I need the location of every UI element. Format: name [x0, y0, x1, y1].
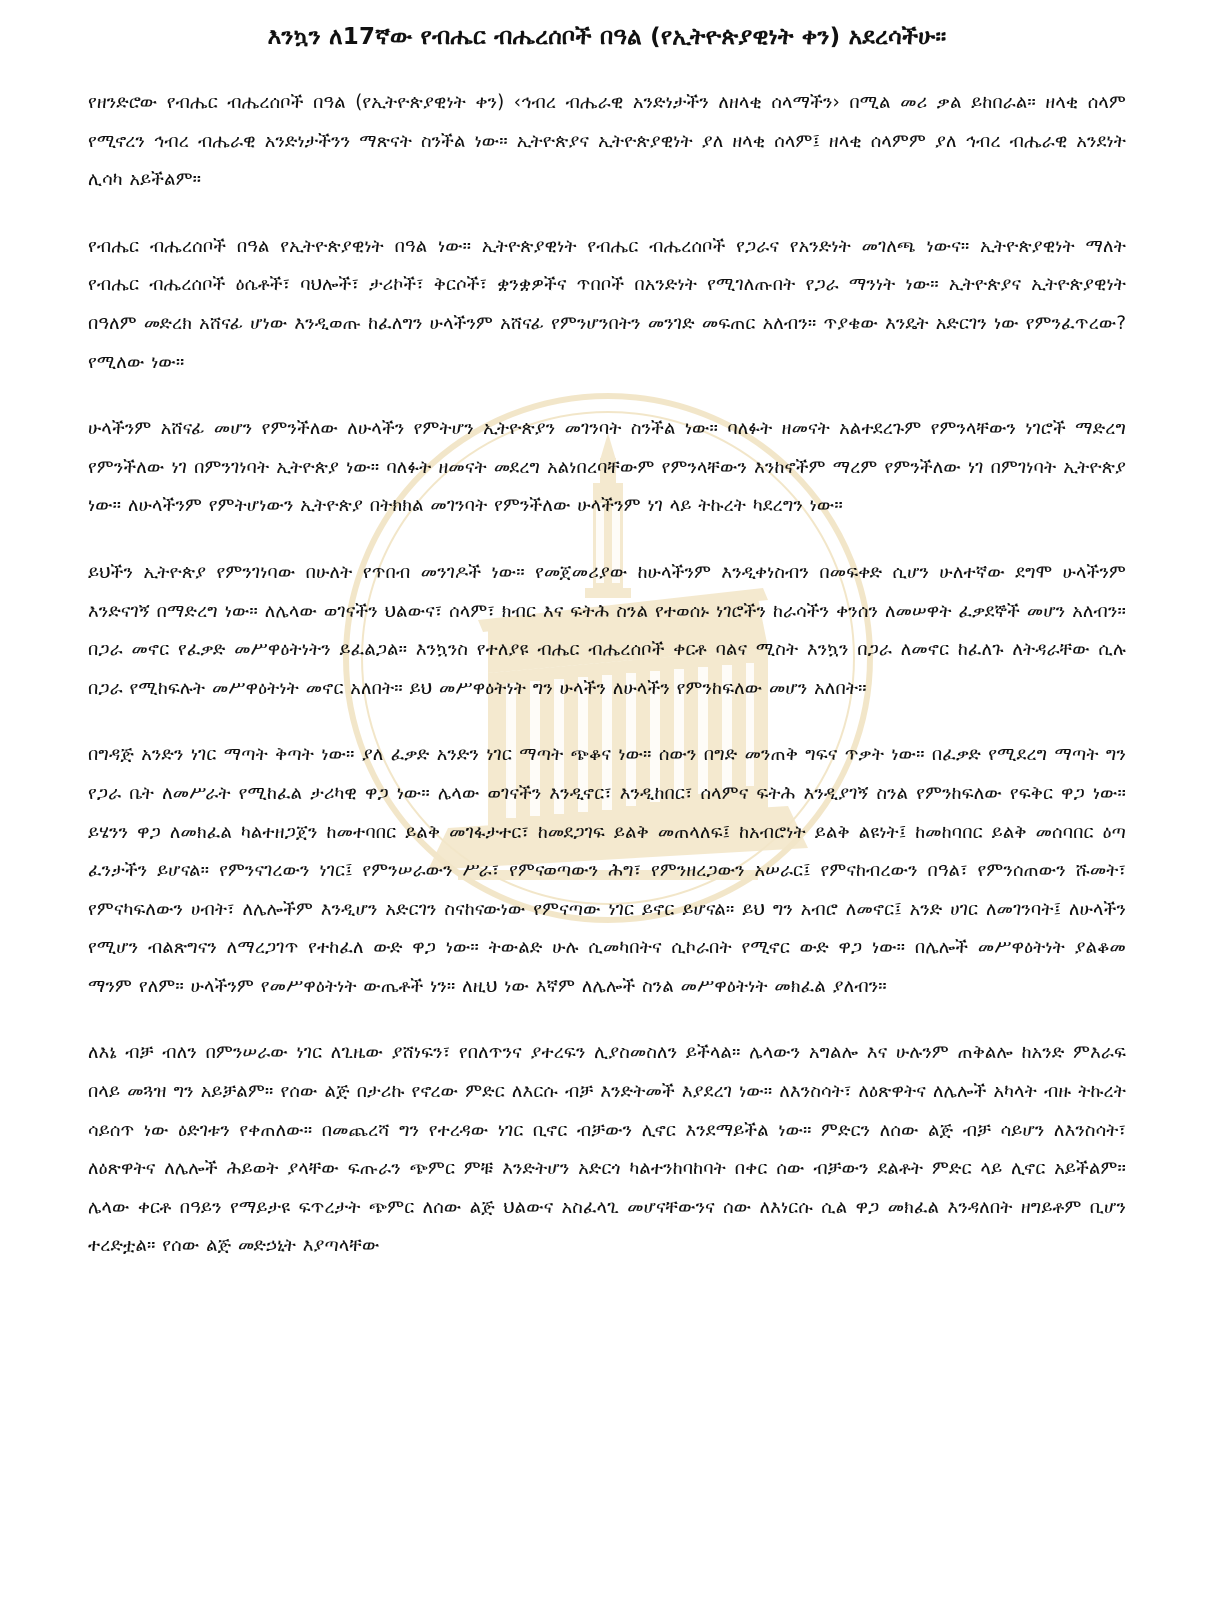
- paragraph-4: ይህችን ኢትዮጵያ የምንገነባው በሁለት የጥበብ መንገዶች ነው። የመጀመሪያው ከሁላችንም እንዲቀነስብን በመፍቀድ ሲሆን ሁለተኛው ደግሞ ሁላችንም እንድናገኝ በማድረግ ነው። ለሌላው ወገናችን ህልውና፣ ሰላም፣ ክብር እና ፍትሕ ስንል የተወሰኑ ነገሮችን ከራሳችን ቀንሰን ለመሠዋት ፈቃደኞች መሆን አለብን። በጋራ መኖር የፈቃድ መሥዋዕትነትን ይፈልጋል። እንኳንስ የተለያዩ ብሔር ብሔረሰቦች ቀርቶ ባልና ሚስት እንኳን በጋራ ለመኖር ከፈለጉ ለትዳራቸው ሲሉ በጋራ የሚከፍሉት መሥዋዕትነት መኖር አለበት። ይህ መሥዋዕትነት ግን ሁላችን ለሁላችን የምንከፍለው መሆን አለበት።: [88, 561, 1126, 699]
- document-content: [88, 20, 1126, 1266]
- document-title: እንኳን ለ17ኛው የብሔር ብሔረሰቦች በዓል (የኢትዮጵያዊነት ቀን) አደረሳችሁ።: [267, 24, 947, 50]
- paragraph-3: ሁላችንም አሸናፊ መሆን የምንችለው ለሁላችን የምትሆን ኢትዮጵያን መገንባት ስንችል ነው። ባለፉት ዘመናት አልተደረጉም የምንላቸውን ነገሮች ማድረግ የምንችለው ነገ በምንገነባት ኢትዮጵያ ነው። ባለፉት ዘመናት መደረግ አልነበረባቸውም የምንላቸውን እንከኖችም ማረም የምንችለው ነገ በምገነባት ኢትዮጵያ ነው። ለሁላችንም የምትሆነውን ኢትዮጵያ በትክክል መገንባት የምንችለው ሁላችንም ነገ ላይ ትኩረት ካደረግን ነው።: [88, 418, 1126, 517]
- paragraph-1: የዘንድሮው የብሔር ብሔረሰቦች በዓል (የኢትዮጵያዊነት ቀን) ‹ኅብረ ብሔራዊ አንድነታችን ለዘላቂ ሰላማችን› በሚል መሪ ቃል ይከበራል። ዘላቂ ሰላም የሚኖረን ኅብረ ብሔራዊ አንድነታችንን ማጽናት ስንችል ነው። ኢትዮጵያና ኢትዮጵያዊነት ያለ ዘላቂ ሰላም፤ ዘላቂ ሰላምም ያለ ኅብረ ብሔራዊ አንደነት ሊሳካ አይችልም።: [88, 92, 1126, 191]
- paragraph-6: ለእኔ ብቻ ብለን በምንሠራው ነገር ለጊዜው ያሸነፍን፣ የበለጥንና ያተረፍን ሊያስመስለን ይችላል። ሌላውን አግልሎ እና ሁሉንም ጠቅልሎ ከአንድ ምእራፍ በላይ መጓዝ ግን አይቻልም። የሰው ልጅ በታሪኩ የኖረው ምድር ለእርሱ ብቻ እንድትመች እያደረገ ነው። ለእንስሳት፣ ለዕጽዋትና ለሌሎች አካላት ብዙ ትኩረት ሳይሰጥ ነው ዕድገቱን የቀጠለው። በመጨረሻ ግን የተረዳው ነገር ቢኖር ብቻውን ሊኖር እንደማይችል ነው። ምድርን ለሰው ልጅ ብቻ ሳይሆን ለእንስሳት፣ ለዕጽዋትና ለሌሎች ሕይወት ያላቸው ፍጡራን ጭምር ምቹ እንድትሆን አድርጎ ካልተንከባከባት በቀር ሰው ብቻውን ደልቶት ምድር ላይ ሊኖር አይችልም። ሌላው ቀርቶ በዓይን የማይታዩ ፍጥረታት ጭምር ለሰው ልጅ ህልውና አስፈላጊ መሆናቸውንና ሰው ለእነርሱ ሲል ዋጋ መክፈል እንዳለበት ዘግይቶም ቢሆን ተረድቷል። የሰው ልጅ መድኃኒት እያጣላቸው: [88, 1042, 1126, 1257]
- paragraph-5: በግዳጅ አንድን ነገር ማጣት ቅጣት ነው። ያለ ፈቃድ አንድን ነገር ማጣት ጭቆና ነው። ሰውን በግድ መንጠቅ ግፍና ጥቃት ነው። በፈቃድ የሚደረግ ማጣት ግን የጋራ ቤት ለመሥራት የሚከፈል ታሪካዊ ዋጋ ነው። ሌላው ወገናችን እንዲኖር፣ እንዲከበር፣ ሰላምና ፍትሕ እንዲያገኝ ስንል የምንከፍለው የፍቅር ዋጋ ነው። ይሄንን ዋጋ ለመክፈል ካልተዘጋጀን ከመተባበር ይልቅ መገፋታተር፣ ከመደጋገፍ ይልቅ መጠላለፍ፤ ከአብሮነት ይልቅ ልዩነት፤ ከመከባበር ይልቅ መሰባበር ዕጣ ፈንታችን ይሆናል። የምንናገረውን ነገር፤ የምንሠራውን ሥራ፣ የምናወጣውን ሕግ፣ የምንዘረጋውን አሠራር፤ የምናከብረውን በዓል፣ የምንሰጠውን ሹመት፣ የምናካፍለውን ሀብት፣ ለሌሎችም እንዲሆን አድርገን ስናከናውነው የምናጣው ነገር ይኖር ይሆናል። ይህ ግን አብሮ ለመኖር፤ አንድ ሀገር ለመገንባት፤ ለሁላችን የሚሆን ብልጽግናን ለማረጋገጥ የተከፈለ ውድ ዋጋ ነው። ትውልድ ሁሉ ሲመካበትና ሲኮራበት የሚኖር ውድ ዋጋ ነው። በሌሎች መሥዋዕትነት ያልቆመ ማንም የለም። ሁላችንም የመሥዋዕትነት ውጤቶች ነን። ለዚህ ነው እኛም ለሌሎች ስንል መሥዋዕትነት መክፈል ያለብን።: [88, 744, 1126, 997]
- paragraph-2: የብሔር ብሔረሰቦች በዓል የኢትዮጵያዊነት በዓል ነው። ኢትዮጵያዊነት የብሔር ብሔረሰቦች የጋራና የአንድነት መገለጫ ነውና። ኢትዮጵያዊነት ማለት የብሔር ብሔረሰቦች ዕሴቶች፣ ባህሎች፣ ታሪኮች፣ ቅርሶች፣ ቋንቋዎችና ጥበቦች በአንድነት የሚገለጡበት የጋራ ማንነት ነው። ኢትዮጵያና ኢትዮጵያዊነት በዓለም መድረክ አሸናፊ ሆነው እንዲወጡ ከፈለግን ሁላችንም አሸናፊ የምንሆንበትን መንገድ መፍጠር አለብን። ጥያቄው እንዴት አድርገን ነው የምንፈጥረው? የሚለው ነው።: [88, 235, 1126, 373]
